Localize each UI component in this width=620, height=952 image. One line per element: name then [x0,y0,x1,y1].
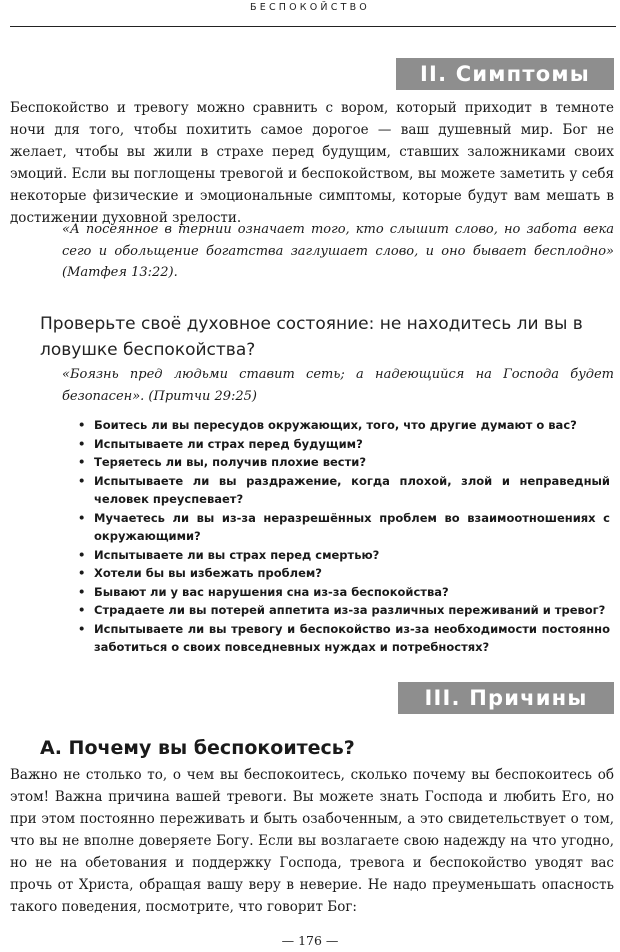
quote-matthew: «А посеянное в тернии означает того, кто слышит слово, но забота века сего и обольщение богатства заглушает слово, и оно бывает бесплодно» (Матфея 13:22). [62,222,614,280]
checklist-item-text: Испытываете ли вы тревогу и беспокойство из-за необходимости постоянно заботиться о своих повседневных нуждах и потребностях? [94,621,610,654]
section-ii-title: Симптомы [455,62,590,86]
bullet-icon: • [78,584,86,599]
bullet-icon: • [78,473,86,488]
quote-proverbs: «Боязнь пред людьми ставит сеть; а надеющийся на Господа будет безопасен». (Притчи 29:25) [62,367,614,404]
check-heading: Проверьте своё духовное состояние: не находитесь ли вы в ловушке беспокойства? [40,314,583,360]
checklist-item [78,453,610,472]
checklist-item [78,546,610,565]
checklist-item-text: Бывают ли у вас нарушения сна из-за беспокойства? [94,584,449,599]
checklist-item [78,435,610,454]
checklist-item-text: Испытываете ли страх перед будущим? [94,436,363,451]
symptom-checklist [78,416,610,657]
section-iii-banner [398,682,614,714]
checklist-item-text: Боитесь ли вы пересудов окружающих, того, что другие думают о вас? [94,418,577,432]
section-ii-numeral: II. [420,62,448,86]
bullet-icon: • [78,603,86,617]
checklist-item [78,416,610,435]
checklist-item [78,583,610,602]
bullet-icon: • [78,418,86,432]
section-ii-banner [396,58,614,90]
intro-paragraph: Беспокойство и тревогу можно сравнить с вором, который приходит в темноте ночи для того, чтобы похитить самое дорогое — ваш душевный мир. Бог не желает, чтобы вы жили в страхе перед будущим, ставших заложниками своих эмоций. Если вы поглощены тревогой и беспокойством, вы можете заметить у себя некоторые физические и эмоциональные симптомы, которые будут вам мешать в достижении духовной зрелости. [10,100,614,226]
checklist-item [78,601,610,620]
bullet-icon: • [78,621,86,636]
bullet-icon: • [78,547,86,562]
page-number: — 176 — [281,933,339,948]
bullet-icon: • [78,436,86,451]
checklist-item-text: Теряетесь ли вы, получив плохие вести? [94,455,366,469]
causes-paragraph: Важно не столько то, о чем вы беспокоитесь, сколько почему вы беспокоитесь об этом! Важна причина вашей тревоги. Вы можете знать Господа и любить Его, но при этом постоянно переживать и быть озабоченным, а это свидетельствует о том, что вы не вполне доверяете Богу. Если вы возлагаете свою надежду на что угодно, но не на обетования и поддержку Господа, тревога и беспокойство уводят вас прочь от Христа, обращая вашу веру в неверие. Не надо преуменьшать опасность такого поведения, посмотрите, что говорит Бог: [10,767,614,915]
checklist-item-text: Испытываете ли вы раздражение, когда плохой, злой и неправедный человек преуспевает? [94,473,610,506]
checklist-item-text: Испытываете ли вы страх перед смертью? [94,547,380,562]
bullet-icon: • [78,510,86,525]
checklist-item [78,472,610,509]
subsection-a-heading: А. Почему вы беспокоитесь? [40,737,355,759]
header-rule [10,26,616,27]
checklist-item [78,620,610,657]
running-head: БЕСПОКОЙСТВО [250,2,370,13]
checklist-item-text: Страдаете ли вы потерей аппетита из-за различных переживаний и тревог? [94,603,606,617]
checklist-item-text: Мучаетесь ли вы из-за неразрешённых проблем во взаимоотношениях с окружающими? [94,510,610,543]
checklist-item [78,509,610,546]
section-iii-title: Причины [469,686,588,710]
section-iii-numeral: III. [424,686,461,710]
bullet-icon: • [78,566,86,580]
checklist-item [78,564,610,583]
bullet-icon: • [78,455,86,469]
checklist-item-text: Хотели бы вы избежать проблем? [94,566,322,580]
